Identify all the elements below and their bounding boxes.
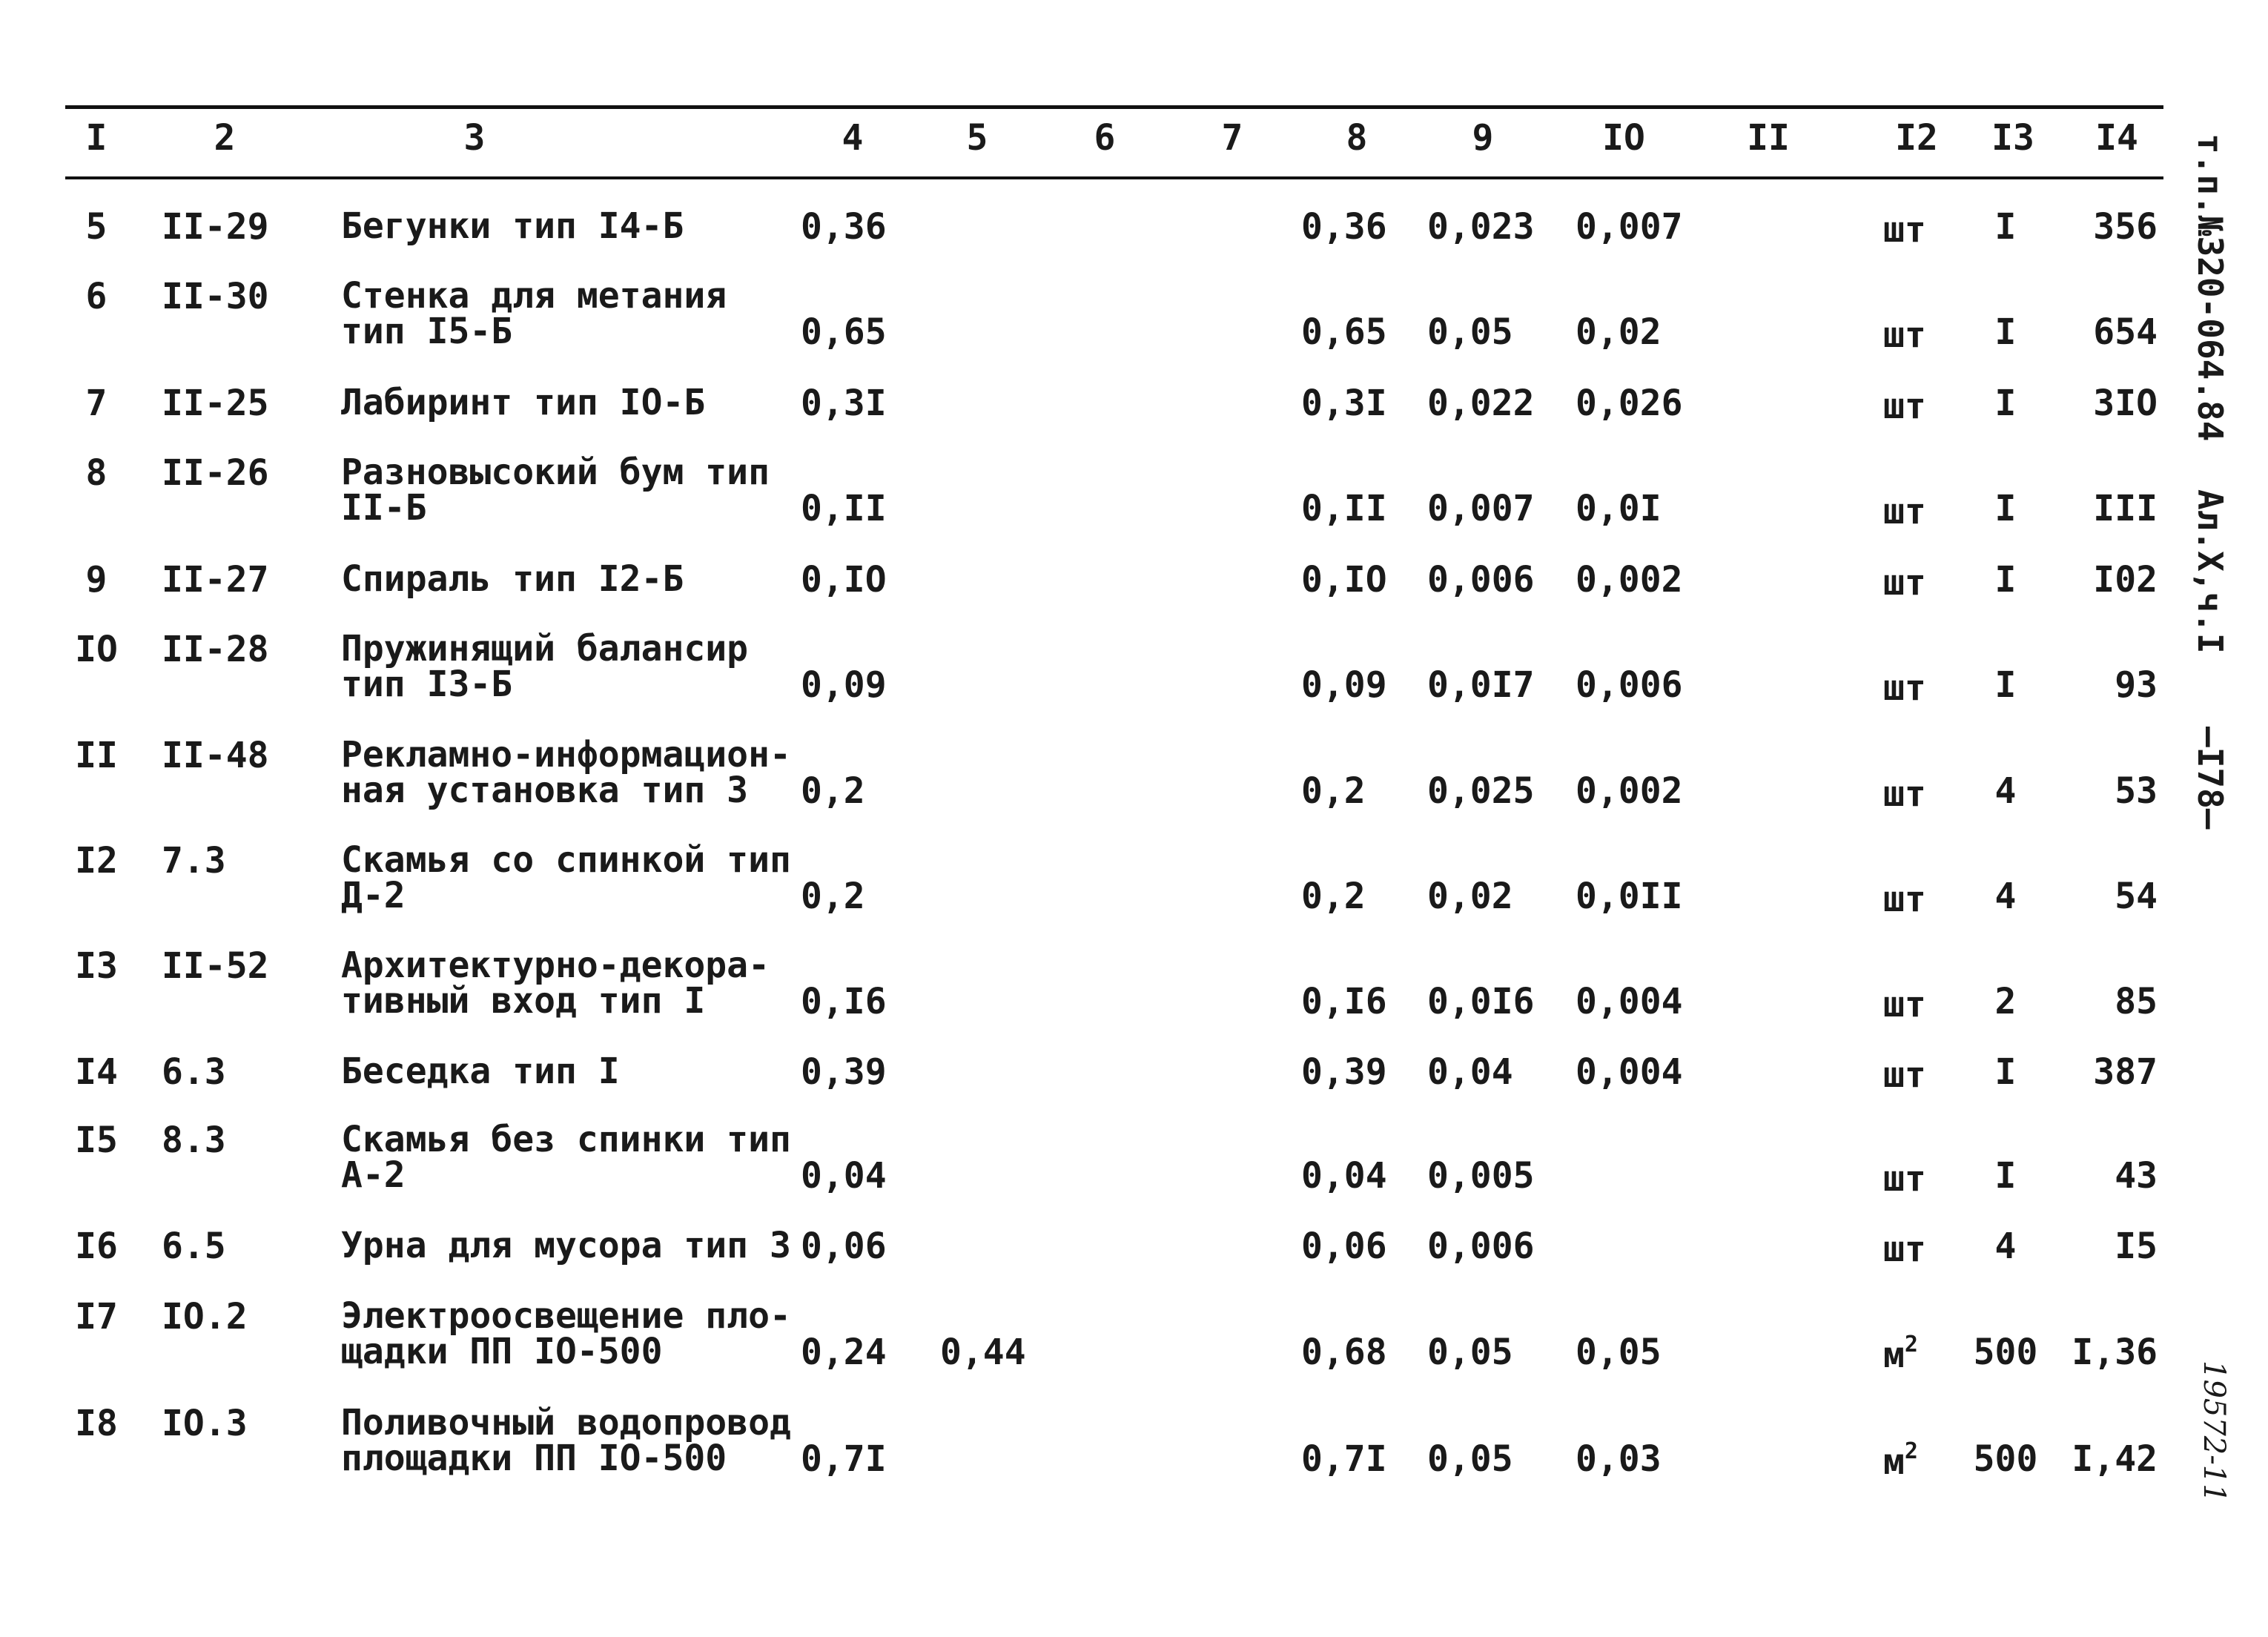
row-col-9: 0,02: [1427, 876, 1513, 917]
row-number: I2: [75, 840, 118, 882]
row-unit: [1883, 563, 1950, 602]
row-number: IO: [75, 629, 118, 670]
row-quantity: I: [1994, 1155, 2017, 1197]
row-description-line: щадки ПП IO-500: [341, 1331, 663, 1372]
table-top-rule: [65, 105, 2163, 109]
row-code: IO.2: [162, 1296, 248, 1337]
header-col-3: 3: [463, 117, 486, 159]
row-number: I5: [75, 1120, 118, 1161]
header-col-8: 8: [1346, 117, 1368, 159]
row-col-10: 0,05: [1576, 1332, 1662, 1373]
row-col-8: 0,2: [1301, 770, 1366, 812]
unit-text: шт: [1883, 773, 1926, 815]
row-unit: [1883, 880, 1950, 919]
row-unit: [1883, 985, 1950, 1024]
row-col-10: 0,004: [1576, 1051, 1683, 1093]
row-col-4: 0,36: [801, 206, 887, 248]
row-col-8: 0,39: [1301, 1051, 1387, 1093]
row-col-14: 356: [2093, 206, 2158, 248]
row-description-line: Рекламно-информацион-: [341, 734, 791, 775]
inventory-number-text: 19572-11: [2197, 1360, 2231, 1503]
row-quantity: I: [1994, 559, 2017, 601]
row-col-14: III: [2093, 488, 2158, 529]
unit-text: м: [1883, 1335, 1905, 1376]
row-number: 5: [85, 206, 108, 248]
row-col-14: 85: [2115, 981, 2158, 1022]
row-col-14: 387: [2093, 1051, 2158, 1093]
row-quantity: I: [1994, 206, 2017, 248]
row-description-line: Стенка для метания: [341, 275, 727, 317]
row-col-4: 0,06: [801, 1226, 887, 1267]
row-col-10: 0,02: [1576, 311, 1662, 353]
unit-text: шт: [1883, 879, 1926, 920]
row-col-8: 0,04: [1301, 1155, 1387, 1197]
row-code: 7.3: [162, 840, 226, 882]
row-number: I6: [75, 1226, 118, 1267]
row-description-line: ная установка тип 3: [341, 770, 749, 811]
row-col-8: 0,II: [1301, 488, 1387, 529]
row-col-10: 0,004: [1576, 981, 1683, 1022]
row-col-10: 0,026: [1576, 383, 1683, 424]
header-col-7: 7: [1221, 117, 1243, 159]
row-number: 7: [85, 383, 108, 424]
row-description-line: Лабиринт тип IO-Б: [341, 382, 706, 423]
row-col-14: 53: [2115, 770, 2158, 812]
row-col-9: 0,04: [1427, 1051, 1513, 1093]
row-col-14: I,36: [2072, 1332, 2158, 1373]
unit-text: шт: [1883, 386, 1926, 427]
row-col-10: 0,002: [1576, 770, 1683, 812]
unit-exponent: 2: [1904, 1438, 1918, 1464]
row-col-8: 0,09: [1301, 664, 1387, 706]
row-col-4: 0,7I: [801, 1438, 887, 1480]
row-description-line: Спираль тип I2-Б: [341, 558, 684, 600]
row-col-8: 0,3I: [1301, 383, 1387, 424]
row-col-9: 0,007: [1427, 488, 1535, 529]
row-number: 9: [85, 559, 108, 601]
row-description-line: тип I3-Б: [341, 664, 513, 705]
header-col-13: I3: [1991, 117, 2034, 159]
row-col-9: 0,0I6: [1427, 981, 1535, 1022]
row-number: I4: [75, 1051, 118, 1093]
row-description-line: Архитектурно-декора-: [341, 945, 770, 986]
row-col-10: 0,006: [1576, 664, 1683, 706]
document-number-text: т.п.№320-064.84: [2190, 133, 2230, 442]
row-col-8: 0,36: [1301, 206, 1387, 248]
row-number: I7: [75, 1296, 118, 1337]
row-col-4: 0,2: [801, 876, 865, 917]
row-col-9: 0,022: [1427, 383, 1535, 424]
row-col-8: 0,IO: [1301, 559, 1387, 601]
table-header-rule: [65, 176, 2163, 179]
row-col-4: 0,2: [801, 770, 865, 812]
row-col-4: 0,09: [801, 664, 887, 706]
row-col-14: 3IO: [2093, 383, 2158, 424]
row-col-4: 0,65: [801, 311, 887, 353]
row-col-10: 0,002: [1576, 559, 1683, 601]
row-col-9: 0,025: [1427, 770, 1535, 812]
row-col-4: 0,3I: [801, 383, 887, 424]
header-col-4: 4: [842, 117, 864, 159]
row-quantity: I: [1994, 1051, 2017, 1093]
row-col-8: 0,68: [1301, 1332, 1387, 1373]
row-description-line: II-Б: [341, 487, 427, 529]
row-description-line: Д-2: [341, 875, 406, 916]
row-col-14: I02: [2093, 559, 2158, 601]
header-col-12: I2: [1895, 117, 1938, 159]
row-code: 6.3: [162, 1051, 226, 1093]
row-code: II-26: [162, 452, 269, 494]
row-code: II-29: [162, 206, 269, 248]
row-col-9: 0,0I7: [1427, 664, 1535, 706]
row-quantity: I: [1994, 383, 2017, 424]
row-description-line: Скамья без спинки тип: [341, 1119, 791, 1160]
header-col-6: 6: [1094, 117, 1116, 159]
header-col-9: 9: [1472, 117, 1494, 159]
row-code: IO.3: [162, 1403, 248, 1444]
row-unit: [1883, 669, 1950, 707]
row-quantity: 4: [1994, 770, 2017, 812]
row-code: II-28: [162, 629, 269, 670]
row-col-14: 43: [2115, 1155, 2158, 1197]
row-quantity: 4: [1994, 1226, 2017, 1267]
unit-text: м: [1883, 1441, 1905, 1483]
unit-text: шт: [1883, 984, 1926, 1025]
row-description-line: Скамья со спинкой тип: [341, 839, 791, 881]
row-code: 6.5: [162, 1226, 226, 1267]
row-description-line: Беседка тип I: [341, 1051, 620, 1092]
row-col-9: 0,05: [1427, 311, 1513, 353]
row-number: I8: [75, 1403, 118, 1444]
header-col-2: 2: [214, 117, 236, 159]
row-description-line: Урна для мусора тип 3: [341, 1225, 791, 1266]
row-unit: [1883, 1230, 1950, 1269]
unit-text: шт: [1883, 1054, 1926, 1096]
row-col-8: 0,65: [1301, 311, 1387, 353]
row-col-14: 54: [2115, 876, 2158, 917]
row-col-4: 0,I6: [801, 981, 887, 1022]
row-description-line: тип I5-Б: [341, 311, 513, 352]
row-quantity: 500: [1973, 1332, 2038, 1373]
row-description-line: Электроосвещение пло-: [341, 1295, 791, 1337]
unit-text: шт: [1883, 209, 1926, 251]
row-col-9: 0,05: [1427, 1332, 1513, 1373]
unit-text: шт: [1883, 491, 1926, 532]
row-col-4: 0,39: [801, 1051, 887, 1093]
unit-text: шт: [1883, 1158, 1926, 1200]
row-number: II: [75, 735, 118, 776]
row-col-14: I5: [2115, 1226, 2158, 1267]
row-col-9: 0,006: [1427, 1226, 1535, 1267]
row-unit: [1883, 1438, 1950, 1483]
row-col-14: 93: [2115, 664, 2158, 706]
row-quantity: 4: [1994, 876, 2017, 917]
row-unit: [1883, 775, 1950, 813]
row-col-5: 0,44: [940, 1332, 1026, 1373]
row-col-9: 0,006: [1427, 559, 1535, 601]
row-code: II-52: [162, 945, 269, 987]
row-col-9: 0,023: [1427, 206, 1535, 248]
row-unit: [1883, 316, 1950, 354]
header-col-10: IO: [1602, 117, 1645, 159]
header-col-1: I: [85, 117, 108, 159]
header-col-5: 5: [966, 117, 988, 159]
row-number: 8: [85, 452, 108, 494]
row-quantity: 500: [1973, 1438, 2038, 1480]
row-unit: [1883, 492, 1950, 531]
row-description-line: площадки ПП IO-500: [341, 1438, 727, 1479]
row-quantity: I: [1994, 488, 2017, 529]
row-unit: [1883, 211, 1950, 249]
row-number: I3: [75, 945, 118, 987]
row-code: II-48: [162, 735, 269, 776]
row-quantity: 2: [1994, 981, 2017, 1022]
row-description-line: Разновысокий бум тип: [341, 452, 770, 493]
row-description-line: Пружинящий балансир: [341, 628, 749, 669]
unit-text: шт: [1883, 1228, 1926, 1270]
row-col-10: 0,0II: [1576, 876, 1683, 917]
unit-text: шт: [1883, 667, 1926, 709]
row-col-10: 0,007: [1576, 206, 1683, 248]
row-description-line: Поливочный водопровод: [341, 1402, 791, 1443]
row-unit: [1883, 1160, 1950, 1198]
row-col-8: 0,2: [1301, 876, 1366, 917]
row-description-line: тивный вход тип I: [341, 980, 706, 1022]
unit-text: шт: [1883, 314, 1926, 356]
row-quantity: I: [1994, 311, 2017, 353]
page-number-text: —I78—: [2190, 727, 2230, 830]
row-description-line: А-2: [341, 1154, 406, 1196]
row-col-4: 0,04: [801, 1155, 887, 1197]
header-col-14: I4: [2095, 117, 2138, 159]
album-text: Ал.Х,ч.I: [2190, 489, 2230, 654]
row-col-10: 0,03: [1576, 1438, 1662, 1480]
row-unit: [1883, 1056, 1950, 1094]
row-description-line: Бегунки тип I4-Б: [341, 205, 684, 247]
unit-text: шт: [1883, 562, 1926, 603]
row-col-14: I,42: [2072, 1438, 2158, 1480]
row-col-4: 0,II: [801, 488, 887, 529]
row-col-8: 0,I6: [1301, 981, 1387, 1022]
row-col-8: 0,06: [1301, 1226, 1387, 1267]
row-code: 8.3: [162, 1120, 226, 1161]
row-unit: [1883, 1332, 1950, 1376]
row-col-10: 0,0I: [1576, 488, 1662, 529]
row-col-8: 0,7I: [1301, 1438, 1387, 1480]
row-col-9: 0,005: [1427, 1155, 1535, 1197]
header-col-11: II: [1747, 117, 1790, 159]
row-col-4: 0,IO: [801, 559, 887, 601]
row-code: II-27: [162, 559, 269, 601]
row-code: II-25: [162, 383, 269, 424]
row-col-9: 0,05: [1427, 1438, 1513, 1480]
row-number: 6: [85, 276, 108, 317]
row-code: II-30: [162, 276, 269, 317]
unit-exponent: 2: [1904, 1332, 1918, 1357]
row-unit: [1883, 387, 1950, 426]
row-col-14: 654: [2093, 311, 2158, 353]
row-quantity: I: [1994, 664, 2017, 706]
row-col-4: 0,24: [801, 1332, 887, 1373]
